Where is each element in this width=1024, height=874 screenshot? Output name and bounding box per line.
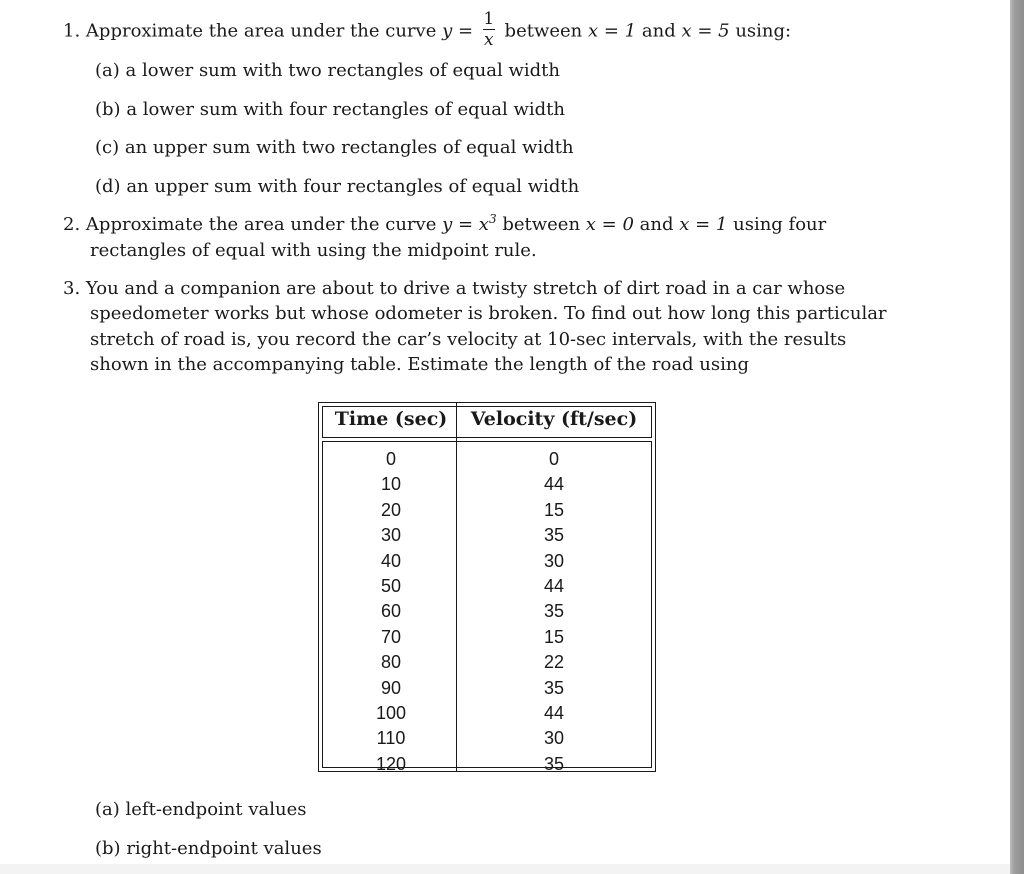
velocity-cell: 44 — [543, 474, 565, 495]
velocity-cell: 44 — [543, 702, 565, 723]
problem-1-part-a: (a) a lower sum with two rectangles of equal width — [95, 60, 560, 81]
velocity-cell: 35 — [543, 525, 565, 546]
time-cell: 100 — [375, 702, 407, 723]
problem-3-part-b: (b) right-endpoint values — [95, 838, 322, 859]
time-cell: 70 — [380, 626, 402, 647]
time-cell: 10 — [380, 474, 402, 495]
time-cell: 40 — [380, 550, 402, 571]
velocity-cell: 44 — [543, 575, 565, 596]
problem-2-line-2: rectangles of equal with using the midpoint rule. — [90, 240, 537, 261]
table-header-time: Time (sec) — [334, 408, 448, 430]
problem-1-part-d: (d) an upper sum with four rectangles of equal width — [95, 176, 580, 197]
table-header-velocity: Velocity (ft/sec) — [470, 408, 638, 430]
problem-3-part-a: (a) left-endpoint values — [95, 799, 307, 820]
velocity-cell: 30 — [543, 550, 565, 571]
time-cell: 120 — [375, 753, 407, 774]
velocity-cell: 15 — [543, 499, 565, 520]
velocity-column — [459, 447, 649, 777]
velocity-cell: 35 — [543, 677, 565, 698]
time-cell: 60 — [380, 601, 402, 622]
time-cell: 0 — [385, 449, 396, 469]
problem-number: 3. — [63, 278, 81, 299]
velocity-cell: 0 — [548, 449, 559, 469]
problem-number: 2. — [63, 214, 81, 235]
problem-number: 1. — [63, 20, 81, 42]
problem-2-statement: 2. Approximate the area under the curve $y = x^3$ between x = 0 and x = 1 using four — [63, 212, 827, 235]
fraction-one-over-x: $\frac{1}{x}$ — [483, 9, 495, 50]
time-cell: 50 — [380, 575, 402, 596]
time-column — [327, 447, 455, 777]
velocity-cell: 22 — [543, 652, 565, 673]
time-cell: 20 — [380, 499, 402, 520]
velocity-cell: 35 — [543, 753, 565, 774]
time-cell: 90 — [380, 677, 402, 698]
problem-1-part-b: (b) a lower sum with four rectangles of equal width — [95, 99, 565, 120]
problem-1-part-c: (c) an upper sum with two rectangles of equal width — [95, 137, 574, 158]
time-cell: 110 — [376, 728, 406, 749]
time-cell: 30 — [380, 525, 402, 546]
problem-3-line-3: stretch of road is, you record the car’s velocity at 10-sec intervals, with the results — [90, 329, 847, 350]
page-bottom-strip — [0, 864, 1010, 874]
problem-3-line-4: shown in the accompanying table. Estimate the length of the road using — [90, 354, 749, 375]
problem-3-line-2: speedometer works but whose odometer is broken. To find out how long this particular — [90, 303, 887, 324]
time-cell: 80 — [380, 652, 402, 673]
velocity-cell: 30 — [543, 728, 565, 749]
problem-3-line-1: 3. You and a companion are about to drive a twisty stretch of dirt road in a car whose — [63, 278, 846, 299]
window-edge-shadow — [1010, 0, 1024, 874]
velocity-table — [318, 402, 656, 772]
problem-1-statement: 1. Approximate the area under the curve y = $\frac{1}{x}$ between x = 1 and x = 5 using: — [63, 9, 792, 50]
velocity-cell: 15 — [543, 626, 565, 647]
velocity-cell: 35 — [543, 601, 565, 622]
